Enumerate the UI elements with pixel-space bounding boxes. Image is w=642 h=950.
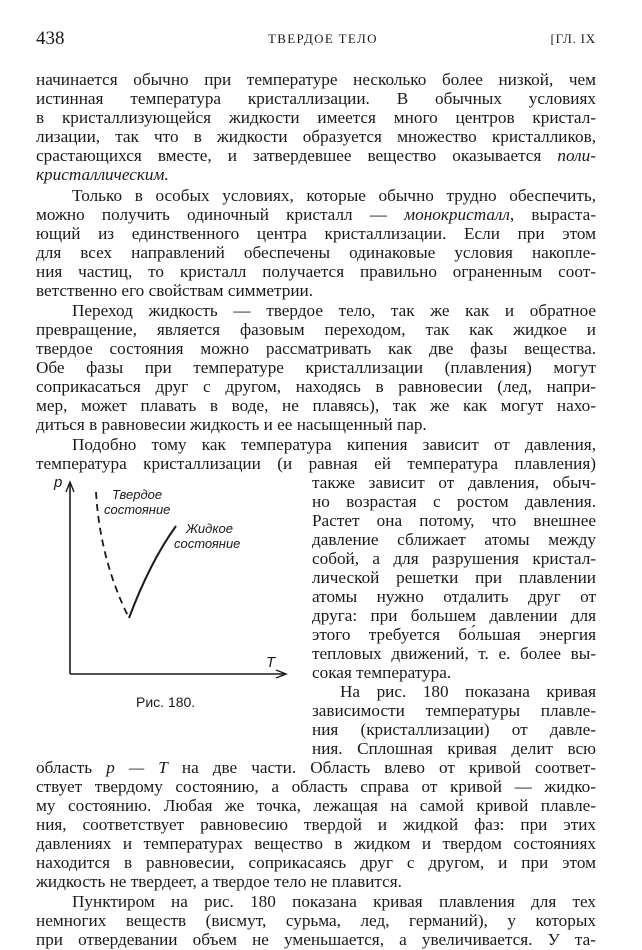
text-segment: p — T xyxy=(106,758,168,777)
solid-state-label: Твердое xyxy=(112,487,163,502)
text-line xyxy=(36,186,596,205)
text-segment: истинная температура кристаллизации. В обычных условиях xyxy=(36,89,596,108)
text-line xyxy=(312,720,596,739)
text-line xyxy=(36,853,596,872)
text-line xyxy=(36,70,596,89)
text-line xyxy=(36,339,596,358)
text-segment: в кристаллизующейся жидкости имеется много центров кристал- xyxy=(36,108,596,127)
text-segment: ветственно его свойствам симметрии. xyxy=(36,281,314,300)
text-line xyxy=(36,224,596,243)
text-segment: температура кристаллизации (и равная ей температура плавления) xyxy=(36,454,596,473)
text-segment: сокая температура. xyxy=(312,663,452,682)
text-segment: Растет она потому, что внешнее xyxy=(312,511,596,530)
text-segment: срастающихся вместе, и затвердевшее вещество оказывается xyxy=(36,146,558,165)
text-segment: Обе фазы при температуре кристаллизации (плавления) могут xyxy=(36,358,596,377)
text-line xyxy=(36,301,596,320)
text-segment: Подобно тому как температура кипения зависит от давления, xyxy=(72,435,596,454)
text-segment: лической решетки при плавлении xyxy=(312,568,596,587)
text-line xyxy=(312,568,596,587)
text-line xyxy=(36,758,596,777)
text-segment: для всех направлений обеспечены одинаковые условия накопле- xyxy=(36,243,596,262)
text-line xyxy=(36,243,596,262)
text-segment: ния. Сплошная кривая делит всю xyxy=(312,739,596,758)
running-title: ТВЕРДОЕ ТЕЛО xyxy=(268,31,378,46)
text-line xyxy=(36,377,596,396)
text-line xyxy=(36,834,596,853)
text-segment: область xyxy=(36,758,107,777)
text-segment: немногих веществ (висмут, сурьма, лед, германий), у которых xyxy=(36,911,596,930)
text-segment: ющий из единственного центра кристаллизации. Если при этом xyxy=(36,224,596,243)
text-segment: но возрастая с ростом давления. xyxy=(312,492,596,511)
text-segment: Только в особых условиях, которые обычно трудно обеспечить, xyxy=(72,186,596,205)
text-line xyxy=(312,663,596,682)
text-segment: собой, а для разрушения кристал- xyxy=(312,549,596,568)
text-line xyxy=(36,930,596,949)
text-segment: кристаллическим. xyxy=(36,165,169,184)
text-line xyxy=(312,644,596,663)
text-segment: начинается обычно при температуре несколько более низкой, чем xyxy=(36,70,596,89)
text-line xyxy=(312,511,596,530)
text-line xyxy=(36,777,596,796)
text-segment: давление сближает атомы между xyxy=(312,530,596,549)
text-line xyxy=(36,911,596,930)
text-line xyxy=(312,625,596,644)
text-segment: превращение, является фазовым переходом, так как жидкое и xyxy=(36,320,596,339)
chapter-label: [ГЛ. IX xyxy=(550,31,596,46)
text-line xyxy=(36,281,596,300)
text-line xyxy=(36,358,596,377)
text-line xyxy=(312,682,596,701)
solid-melting-curve xyxy=(129,526,176,618)
text-segment: , выраста- xyxy=(509,205,596,224)
text-line xyxy=(36,205,596,224)
page-number: 438 xyxy=(36,28,65,49)
text-line xyxy=(36,108,596,127)
liquid-state-label: Жидкое xyxy=(186,521,233,536)
text-segment: Переход жидкость — твердое тело, так же как и обратное xyxy=(72,301,596,320)
text-line xyxy=(36,262,596,281)
text-line xyxy=(312,473,596,492)
text-line xyxy=(36,892,596,911)
text-line xyxy=(36,872,596,891)
page-header xyxy=(36,28,596,50)
text-segment: твердое состояния можно рассматривать как две фазы вещества. xyxy=(36,339,596,358)
text-segment: поли- xyxy=(557,146,596,165)
text-segment: ствует твердому состоянию, а область справа от кривой — жидко- xyxy=(36,777,596,796)
text-segment: диться в равновесии жидкость и ее насыщенный пар. xyxy=(36,415,427,434)
text-line xyxy=(312,587,596,606)
text-line xyxy=(36,796,596,815)
text-line xyxy=(36,396,596,415)
text-segment: монокристалл xyxy=(404,205,510,224)
text-line xyxy=(36,146,596,165)
text-line xyxy=(312,530,596,549)
text-segment: му состоянию. Любая же точка, лежащая на самой кривой плавле- xyxy=(36,796,596,815)
text-line xyxy=(36,127,596,146)
text-segment: при отвердевании объем не уменьшается, а увеличивается. У та- xyxy=(36,930,596,949)
text-segment: на две части. Область влево от кривой соответ- xyxy=(167,758,596,777)
text-segment: мер, может плавать в воде, не плавясь), так же как могут нахо- xyxy=(36,396,596,415)
text-segment: ния частиц, то кристалл получается правильно ограненным соот- xyxy=(36,262,596,281)
text-segment: можно получить одиночный кристалл — xyxy=(36,205,405,224)
text-segment: соприкасаться друг с другом, находясь в равновесии (лед, напри- xyxy=(36,377,596,396)
text-segment: ния, соответствует равновесию твердой и жидкой фаз: при этих xyxy=(36,815,596,834)
text-line xyxy=(36,415,596,434)
text-line xyxy=(36,815,596,834)
text-segment: лизации, так что в жидкости образуется множество кристалликов, xyxy=(36,127,596,146)
text-segment: Пунктиром на рис. 180 показана кривая плавления для тех xyxy=(72,892,596,911)
text-line xyxy=(36,165,596,184)
figure-caption: Рис. 180. xyxy=(136,694,196,710)
text-segment: друга: при большем давлении для xyxy=(312,606,596,625)
text-line xyxy=(312,492,596,511)
text-segment: жидкость не твердеет, а твердое тело не плавится. xyxy=(36,872,402,891)
text-line xyxy=(312,606,596,625)
text-segment: зависимости температуры плавле- xyxy=(312,701,596,720)
t-axis-label: T xyxy=(266,654,276,671)
solid-state-label-2: состояние xyxy=(104,502,171,517)
text-line xyxy=(36,320,596,339)
text-segment: тепловых движений, т. е. более вы- xyxy=(312,644,596,663)
text-segment: давлениях и температурах вещество в жидком и твердом состояниях xyxy=(36,834,596,853)
text-segment: также зависит от давления, обыч- xyxy=(312,473,596,492)
text-segment: атомы нужно отдалить друг от xyxy=(312,587,596,606)
text-segment: находится в равновесии, соприкасаясь друг с другом, и при этом xyxy=(36,853,596,872)
text-segment: ния (кристаллизации) от давле- xyxy=(312,720,596,739)
text-line xyxy=(312,739,596,758)
text-segment: На рис. 180 показана кривая xyxy=(340,682,596,701)
figure-180 xyxy=(40,470,300,702)
text-line xyxy=(312,549,596,568)
text-line xyxy=(36,435,596,454)
text-line xyxy=(36,89,596,108)
text-segment: этого требуется бо́льшая энергия xyxy=(312,625,596,644)
liquid-state-label-2: состояние xyxy=(174,536,241,551)
text-line xyxy=(312,701,596,720)
p-axis-label: p xyxy=(54,474,63,491)
